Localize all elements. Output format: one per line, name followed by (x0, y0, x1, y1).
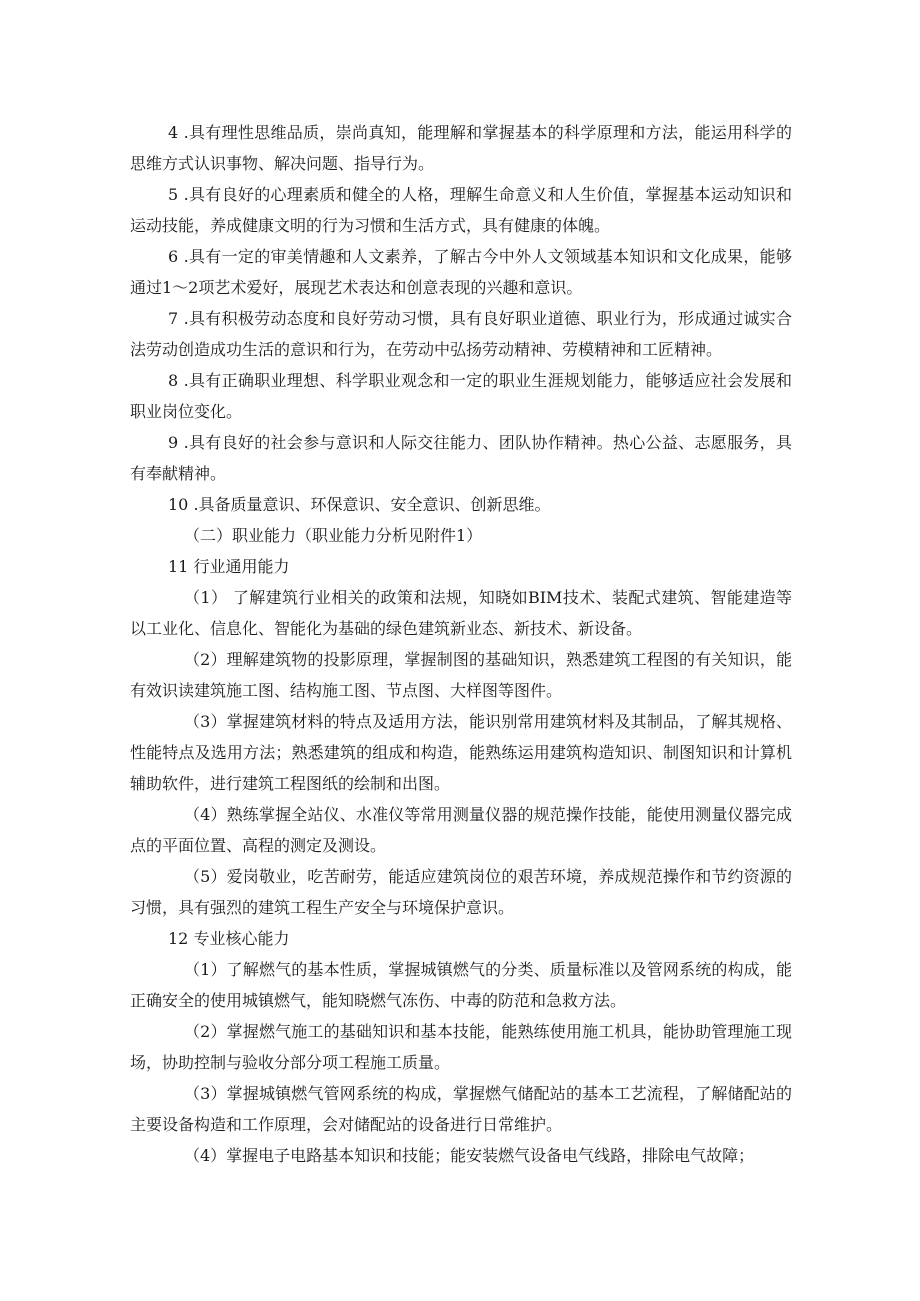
general-ability-item-2: （2）理解建筑物的投影原理，掌握制图的基础知识，熟悉建筑工程图的有关知识，能有效识读建筑施工图、结构施工图、节点图、大样图等图件。 (130, 650, 792, 700)
paragraph-item-8: 8 .具有正确职业理想、科学职业观念和一定的职业生涯规划能力，能够适应社会发展和职业岗位变化。 (130, 371, 792, 421)
paragraph-item-6: 6 .具有一定的审美情趣和人文素养，了解古今中外人文领域基本知识和文化成果，能够通过1～2项艺术爱好，展现艺术表达和创意表现的兴趣和意识。 (130, 247, 792, 297)
general-ability-item-1: （1） 了解建筑行业相关的政策和法规，知晓如BIM技术、装配式建筑、智能建造等以工业化、信息化、智能化为基础的绿色建筑新业态、新技术、新设备。 (130, 588, 792, 638)
paragraph-item-10: 10 .具备质量意识、环保意识、安全意识、创新思维。 (168, 495, 551, 514)
paragraph-item-9: 9 .具有良好的社会参与意识和人际交往能力、团队协作精神。热心公益、志愿服务，具有奉献精神。 (130, 433, 792, 483)
core-ability-item-2: （2）掌握燃气施工的基础知识和基本技能，能熟练使用施工机具，能协助管理施工现场，协助控制与验收分部分项工程施工质量。 (130, 1022, 792, 1072)
subheading-core-ability: 12 专业核心能力 (168, 929, 290, 948)
section-heading-vocational-ability: （二）职业能力（职业能力分析见附件1） (184, 526, 483, 545)
core-ability-item-1: （1）了解燃气的基本性质，掌握城镇燃气的分类、质量标准以及管网系统的构成，能正确安全的使用城镇燃气，能知晓燃气冻伤、中毒的防范和急救方法。 (130, 960, 792, 1010)
document-page (130, 117, 792, 1171)
general-ability-item-3: （3）掌握建筑材料的特点及适用方法，能识别常用建筑材料及其制品，了解其规格、性能特点及选用方法；熟悉建筑的组成和构造，能熟练运用建筑构造知识、制图知识和计算机辅助软件，进行建筑工程图纸的绘制和出图。 (130, 712, 792, 793)
subheading-general-ability: 11 行业通用能力 (168, 557, 290, 576)
general-ability-item-4: （4）熟练掌握全站仪、水准仪等常用测量仪器的规范操作技能，能使用测量仪器完成点的平面位置、高程的测定及测设。 (130, 805, 792, 855)
general-ability-item-5: （5）爱岗敬业，吃苦耐劳，能适应建筑岗位的艰苦环境，养成规范操作和节约资源的习惯，具有强烈的建筑工程生产安全与环境保护意识。 (130, 867, 792, 917)
paragraph-item-4: 4 .具有理性思维品质，崇尚真知，能理解和掌握基本的科学原理和方法，能运用科学的思维方式认识事物、解决问题、指导行为。 (130, 123, 792, 173)
core-ability-item-3: （3）掌握城镇燃气管网系统的构成，掌握燃气储配站的基本工艺流程，了解储配站的主要设备构造和工作原理，会对储配站的设备进行日常维护。 (130, 1084, 792, 1134)
paragraph-item-7: 7 .具有积极劳动态度和良好劳动习惯，具有良好职业道德、职业行为，形成通过诚实合法劳动创造成功生活的意识和行为，在劳动中弘扬劳动精神、劳模精神和工匠精神。 (130, 309, 792, 359)
core-ability-item-4: （4）掌握电子电路基本知识和技能；能安装燃气设备电气线路，排除电气故障； (184, 1146, 755, 1165)
paragraph-item-5: 5 .具有良好的心理素质和健全的人格，理解生命意义和人生价值，掌握基本运动知识和运动技能，养成健康文明的行为习惯和生活方式，具有健康的体魄。 (130, 185, 792, 235)
